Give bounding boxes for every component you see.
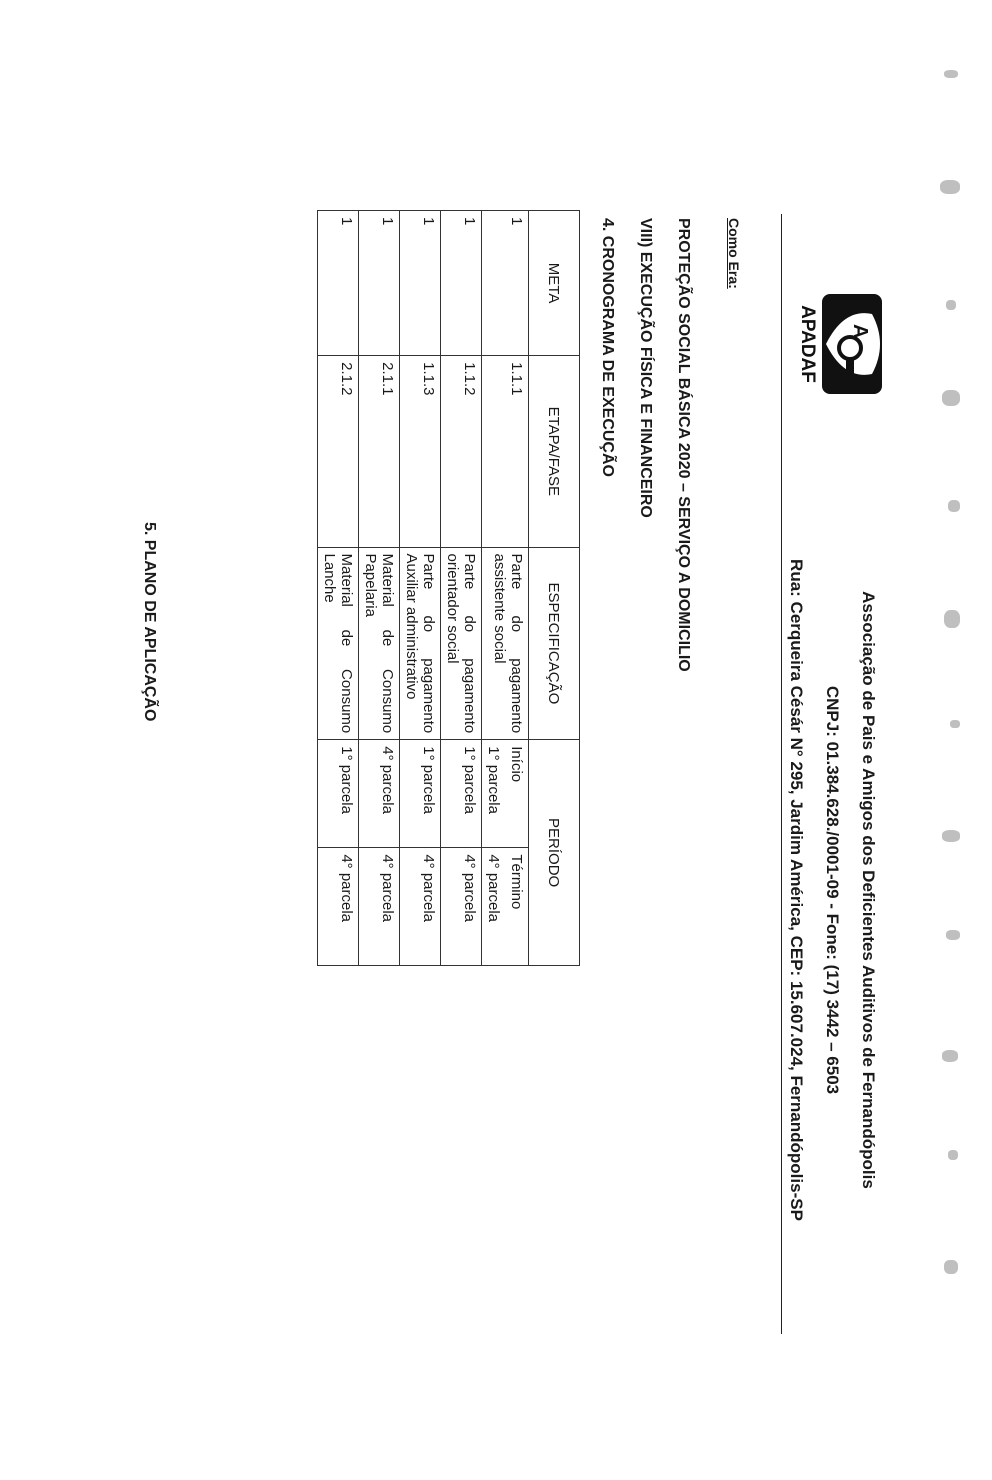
cell-meta: 1: [400, 211, 441, 356]
cell-inicio: 1° parcela: [318, 740, 359, 848]
table-row: [505, 211, 529, 966]
cell-termino: 4° parcela: [400, 848, 441, 966]
cell-etapa: 2.1.2: [318, 356, 359, 547]
cell-meta: 1: [482, 211, 529, 356]
section-protecao: PROTEÇÃO SOCIAL BÁSICA 2020 – SERVIÇO A DOMICILIO: [675, 218, 692, 672]
cell-inicio: 1° parcela: [441, 740, 482, 848]
table-row: [441, 211, 482, 966]
letterhead: [778, 300, 886, 1480]
cell-etapa: 1.1.1: [482, 356, 529, 547]
cell-especificacao: Parte do pagamento Auxiliar administrativo: [400, 547, 441, 740]
cronograma-table: [317, 210, 580, 966]
cell-especificacao: Material de Consumo Papelaria: [359, 547, 400, 740]
cell-termino: 4° parcela: [359, 848, 400, 966]
header-divider: [781, 214, 782, 1334]
org-name: Associação de Pais e Amigos dos Deficientes Auditivos de Fernandópolis: [859, 591, 878, 1189]
table-row: [318, 211, 359, 966]
cell-inicio: 1° parcela: [400, 740, 441, 848]
svg-text:APADAF: APADAF: [798, 305, 818, 383]
section-plano-aplicacao: 5. PLANO DE APLICAÇÃO: [141, 522, 158, 722]
cell-termino: Término: [505, 848, 529, 966]
cell-especificacao: Parte do pagamento assistente social: [482, 547, 529, 740]
cell-termino: 4° parcela: [441, 848, 482, 966]
svg-text:A: A: [849, 324, 871, 339]
cell-etapa: 1.1.2: [441, 356, 482, 547]
cell-termino: 4° parcela: [318, 848, 359, 966]
section-execucao: VIII) EXECUÇÃO FÍSICA E FINANCEIRO: [637, 218, 654, 518]
org-cnpj-phone: CNPJ: 01.384.628./0001-09 - Fone: (17) 3442 – 6503: [823, 685, 842, 1095]
cell-inicio: 4° parcela: [359, 740, 400, 848]
como-era-label: Como Era:: [726, 218, 742, 289]
cell-meta: 1: [441, 211, 482, 356]
header-especificacao: ESPECIFICAÇÃO: [529, 547, 580, 740]
table-row: [400, 211, 441, 966]
cell-especificacao: Parte do pagamento orientador social: [441, 547, 482, 740]
section-cronograma: 4. CRONOGRAMA DE EXECUÇÃO: [599, 218, 616, 477]
cell-etapa: 1.1.3: [400, 356, 441, 547]
org-address: Rua: Cerqueira Césár N° 295, Jardim América, CEP: 15.607.024, Fernandópolis-SP: [787, 559, 806, 1221]
cell-termino: 4° parcela: [482, 848, 506, 966]
table-header-row: [529, 211, 580, 966]
cell-inicio: 1° parcela: [482, 740, 506, 848]
cell-especificacao: Material de Consumo Lanche: [318, 547, 359, 740]
table-row: [359, 211, 400, 966]
cell-meta: 1: [359, 211, 400, 356]
header-periodo: PERÍODO: [529, 740, 580, 966]
header-etapa: ETAPA/FASE: [529, 356, 580, 547]
cell-meta: 1: [318, 211, 359, 356]
cell-inicio: Início: [505, 740, 529, 848]
cell-etapa: 2.1.1: [359, 356, 400, 547]
header-meta: META: [529, 211, 580, 356]
